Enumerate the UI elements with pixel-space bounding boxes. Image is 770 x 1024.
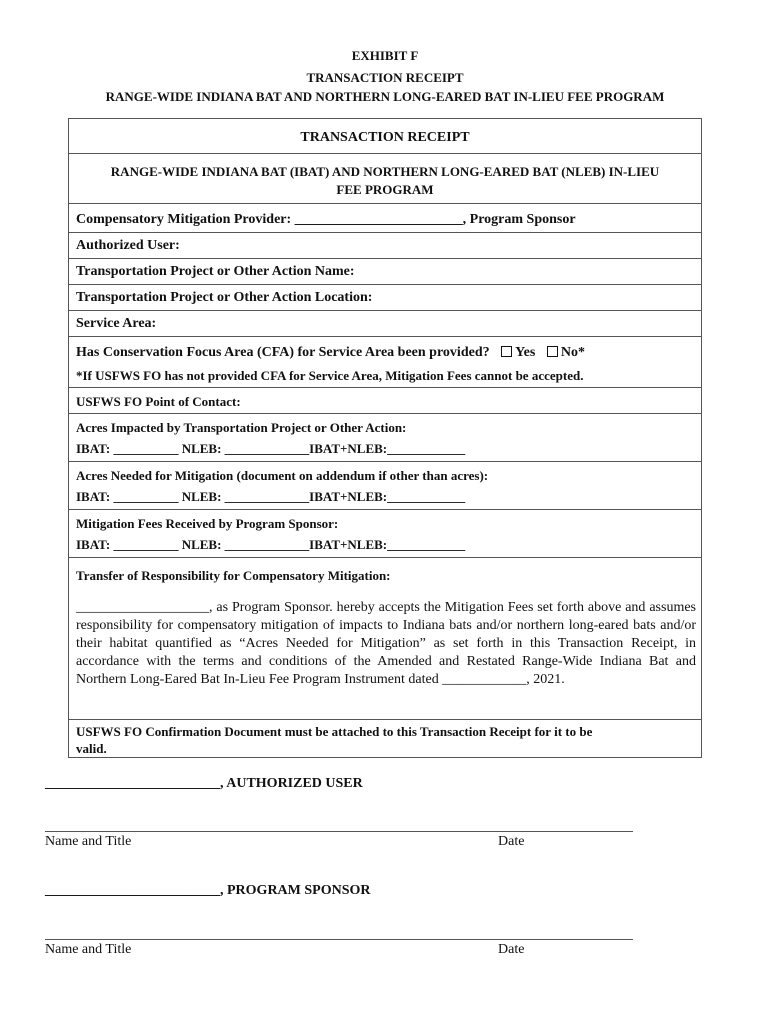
project-name-field[interactable]: Transportation Project or Other Action Name: (76, 264, 355, 279)
form-title: TRANSACTION RECEIPT (300, 130, 470, 145)
document-title: TRANSACTION RECEIPT (306, 70, 464, 85)
name-title-label-1: Name and Title (45, 834, 132, 849)
date-label-1: Date (498, 834, 525, 849)
date-label-2: Date (498, 942, 525, 957)
cfa-question: Has Conservation Focus Area (CFA) for Service Area been provided? (76, 345, 490, 360)
acres-impacted-values[interactable]: IBAT: __________ NLEB: _____________IBAT+NLEB:____________ (76, 441, 466, 456)
authorized-user-signature[interactable]: _________________________, AUTHORIZED USER (45, 776, 363, 791)
cfa-yes-checkbox[interactable] (501, 346, 512, 357)
transfer-paragraph: ___________________, as Program Sponsor. hereby accepts the Mitigation Fees set forth above and assumes responsibility for compensatory mitigation of impacts to Indiana bats and/or northern long-eared bats and/or their habitat quantified as “Acres Needed for Mitigation” as set forth in this Transaction Receipt, in accordance with the terms and conditions of the Amended and Restated Range-Wide Indiana Bat and Northern Long-Eared Bat In-Lieu Fee Program Instrument dated ____________, 2021. (76, 600, 696, 687)
program-sponsor-name-line[interactable] (45, 939, 633, 940)
name-title-label-2: Name and Title (45, 942, 132, 957)
point-of-contact-field[interactable]: USFWS FO Point of Contact: (76, 394, 241, 409)
transfer-heading: Transfer of Responsibility for Compensatory Mitigation: (76, 568, 391, 583)
service-area-field[interactable]: Service Area: (76, 316, 157, 331)
form-program-line-2: FEE PROGRAM (336, 182, 434, 197)
cfa-no-label: No* (560, 345, 585, 360)
exhibit-heading: EXHIBIT F (351, 48, 419, 63)
cfa-no-checkbox[interactable] (547, 346, 558, 357)
transaction-receipt-form (68, 118, 702, 758)
cfa-note: *If USFWS FO has not provided CFA for Service Area, Mitigation Fees cannot be accepted. (76, 368, 584, 383)
authorized-user-field[interactable]: Authorized User: (76, 238, 180, 253)
cfa-question-row (69, 344, 701, 362)
acres-needed-values[interactable]: IBAT: __________ NLEB: _____________IBAT+NLEB:____________ (76, 489, 466, 504)
confirmation-line-1: USFWS FO Confirmation Document must be attached to this Transaction Receipt for it to be (76, 724, 593, 739)
mitigation-fees-values[interactable]: IBAT: __________ NLEB: _____________IBAT+NLEB:____________ (76, 537, 466, 552)
cfa-yes-label: Yes (515, 345, 536, 360)
acres-impacted-label: Acres Impacted by Transportation Project or Other Action: (76, 420, 407, 435)
program-sponsor-signature[interactable]: _________________________, PROGRAM SPONSOR (45, 883, 371, 898)
form-program-line-1: RANGE-WIDE INDIANA BAT (IBAT) AND NORTHERN LONG-EARED BAT (NLEB) IN-LIEU (110, 164, 660, 179)
mitigation-fees-label: Mitigation Fees Received by Program Sponsor: (76, 516, 339, 531)
project-location-field[interactable]: Transportation Project or Other Action Location: (76, 290, 373, 305)
provider-field[interactable]: Compensatory Mitigation Provider: ________________________, Program Sponsor (76, 212, 576, 227)
confirmation-line-2: valid. (76, 741, 107, 756)
authorized-user-name-line[interactable] (45, 831, 633, 832)
program-heading: RANGE-WIDE INDIANA BAT AND NORTHERN LONG-EARED BAT IN-LIEU FEE PROGRAM (105, 89, 665, 104)
acres-needed-label: Acres Needed for Mitigation (document on addendum if other than acres): (76, 468, 489, 483)
